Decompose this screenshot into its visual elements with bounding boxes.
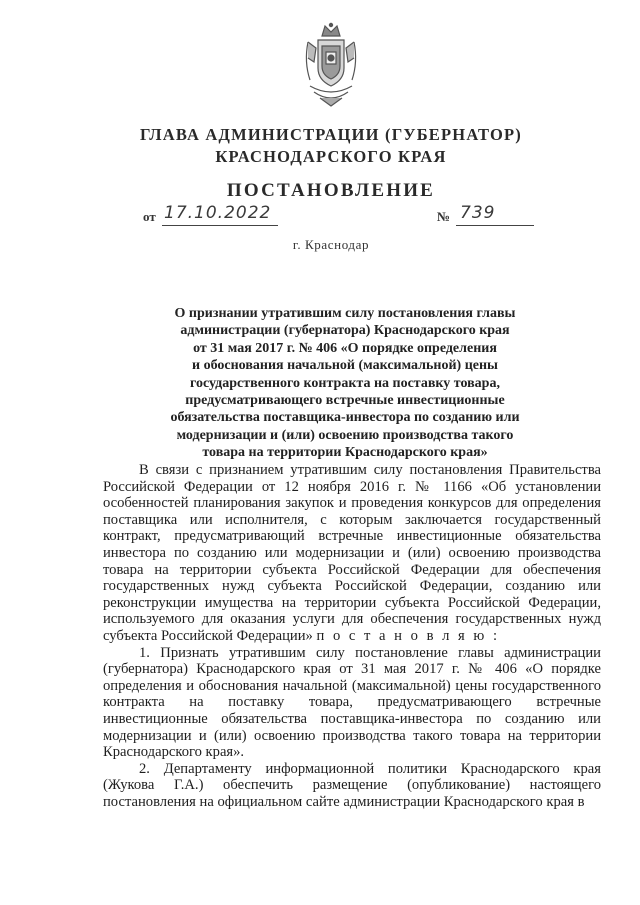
title-line: товара на территории Краснодарского края» xyxy=(202,445,488,461)
title-line: государственного контракта на поставку товара, xyxy=(190,375,500,391)
title-line: от 31 мая 2017 г. № 406 «О порядке определения xyxy=(193,340,497,356)
region-title: КРАСНОДАРСКОГО КРАЯ xyxy=(215,147,447,166)
preamble-paragraph xyxy=(103,462,601,645)
date-underline xyxy=(162,225,278,226)
title-line: предусматривающего встречные инвестиционные xyxy=(185,393,505,409)
document-number: 739 xyxy=(460,203,496,223)
title-line: О признании утратившим силу постановления главы xyxy=(174,306,516,321)
number-underline xyxy=(456,225,534,226)
date-prefix: от xyxy=(143,209,156,224)
coat-of-arms-emblem xyxy=(300,22,362,108)
item-1-paragraph: 1. Признать утратившим силу постановление главы администрации (губернатора) Краснодарского края от 31 мая 2017 г. № 406 «О порядке определения и обоснования начальной (максимальной) цены государственного контракта на поставку товара, предусматривающего встречные инвестиционные обязательства поставщика-инвестора по созданию или модернизации и (или) освоению производства такого товара на территории Краснодарского края». xyxy=(103,644,601,761)
title-line: модернизации и (или) освоению производства такого xyxy=(176,427,514,443)
resolve-word: п о с т а н о в л я ю : xyxy=(316,627,500,644)
date-number-row xyxy=(0,203,640,233)
document-body xyxy=(103,462,601,810)
document-date: 17.10.2022 xyxy=(164,203,272,223)
title-line: и обоснования начальной (максимальной) цены xyxy=(192,358,498,374)
number-prefix: № xyxy=(437,209,451,224)
document-type: ПОСТАНОВЛЕНИЕ xyxy=(226,180,436,201)
document-title xyxy=(150,305,540,462)
city-line: г. Краснодар xyxy=(292,237,370,252)
title-line: обязательства поставщика-инвестора по созданию или xyxy=(170,410,520,426)
authority-title: ГЛАВА АДМИНИСТРАЦИИ (ГУБЕРНАТОР) xyxy=(140,125,522,144)
item-2-paragraph: 2. Департаменту информационной политики Краснодарского края (Жукова Г.А.) обеспечить размещение (опубликование) настоящего постановления на официальном сайте администрации Краснодарского края в xyxy=(103,760,601,810)
title-line: администрации (губернатора) Краснодарского края xyxy=(180,323,510,339)
preamble-text: В связи с признанием утратившим силу постановления Правительства Российской Федерации от 12 ноября 2016 г. № 1166 «Об установлении особенностей планирования закупок и проведения конкурсов для определения поставщика или исполнителя, с которым заключается государственный контракт, предусматривающий встречные инвестиционные обязательства инвестора по созданию или модернизации и (или) освоению производства товара на территории субъекта Российской Федерации для обеспечения государственных нужд субъекта Российской Федерации, созданию или реконструкции имущества на территории субъекта Российской Федерации, используемого для оказания услуги для обеспечения государственных нужд субъекта Российской Федерации» xyxy=(103,462,601,644)
